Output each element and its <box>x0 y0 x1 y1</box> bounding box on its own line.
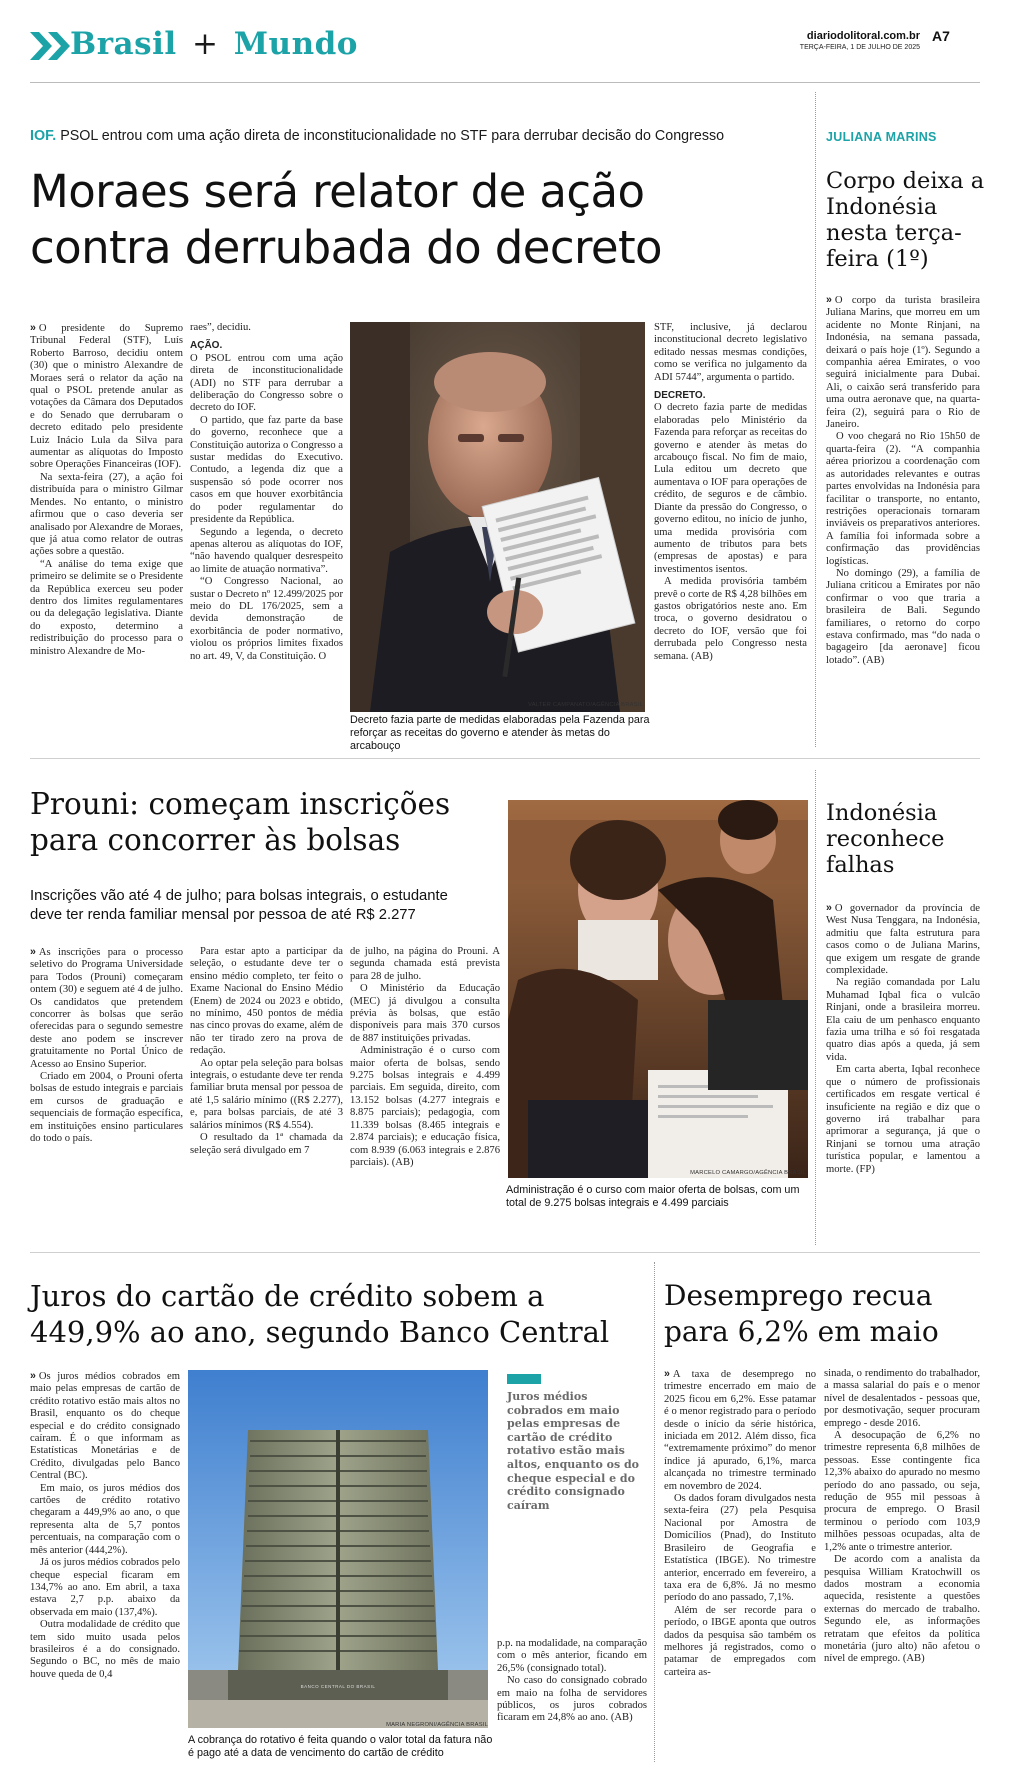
paragraph: Segundo a legenda, o decreto apenas alterou as alíquotas do IOF, “não havendo qualquer desrespeito ao limite de atuação normativa”. <box>190 526 343 575</box>
photo-credit: MARIA NEGRONI/AGÊNCIA BRASIL <box>386 1722 488 1728</box>
chevron-icon: » <box>30 1370 36 1382</box>
paragraph: De acordo com a analista da pesquisa William Kratochwill os dados mostram a economia aquecida, resistente a questões externas do mercado de trabalho. Segundo ele, as informações retratam que efeitos da política monetária (juro alto) não afetou o nível de emprego. (AB) <box>824 1554 980 1665</box>
paragraph: O resultado da 1ª chamada da seleção será divulgado em 7 <box>190 1132 343 1156</box>
chevron-icon: » <box>826 902 832 914</box>
chevron-icon: » <box>826 294 832 306</box>
paragraph: As inscrições para o processo seletivo do Programa Universidade para Todos (Prouni) começaram ontem (30) e seguem até 4 de julho. Os candidatos que pretendem concorrer às bolsas que serão oferecidas para o segundo semestre deste ano podem se inscrever gratuitamente no Portal Único de Acesso ao Ensino Superior. <box>30 947 183 1070</box>
paragraph: STF, inclusive, já declarou inconstitucional decreto legislativo editado nessas mesmas condições, como se verifica no julgamento da ADI 5744”, argumenta o partido. <box>654 322 807 383</box>
paragraph: Os dados foram divulgados nesta sexta-feira (27) pela Pesquisa Nacional por Amostra de Domicílios (Pnad), do Instituto Brasileiro de Geografia e Estatística (IBGE). No trimestre anterior, encerrado em fevereiro, a taxa era de 6,8%. Já no mesmo período do ano passado, 7,1%. <box>664 1493 816 1604</box>
double-chevron-icon <box>30 29 74 63</box>
paragraph: O partido, que faz parte da base do governo, reconhece que a Constituição autoriza o Congresso a sustar medidas do Executivo. Contudo, a legenda diz que a suspensão só pode ocorrer nos casos em que houver exorbitância do poder regulamentar do presidente da República. <box>190 414 343 526</box>
paragraph: O decreto fazia parte de medidas elaboradas pelo Ministério da Fazenda para reforçar as receitas do governo e atender às metas do arcabouço fiscal. No fim de maio, Lula editou um decreto que aumentava o IOF para operações de crédito, de seguros e de câmbio. Diante da pressão do Congresso, o governo editou, no início de junho, uma medida provisória com aumento de tributos para bets (empresas de apostas) e para investimentos isentos. <box>654 402 807 575</box>
side-tag: JULIANA MARINS <box>826 130 937 144</box>
headline-moraes <box>30 164 820 276</box>
side-headline-indonesia: Indonésia reconhece falhas <box>826 800 945 878</box>
paragraph: Outra modalidade de crédito que tem sido muito usada pelos brasileiros é a do consignado. Segundo o BC, no mês de maio houve queda de 0,4 <box>30 1619 180 1680</box>
pull-quote-bar <box>507 1374 541 1384</box>
story2-column-2 <box>190 946 343 1157</box>
paragraph: Administração é o curso com maior oferta de bolsas, sendo 9.275 bolsas integrais e 4.499 parciais. Em seguida, direito, com 13.152 bolsas (4.277 integrais e 8.875 parciais); pedagogia, com 11.339 bolsas (8.465 integrais e 2.874 parciais); e educação física, com 8.939 (6.063 integrais e 2.876 parciais). (AB) <box>350 1045 500 1168</box>
headline-line: Moraes será relator de ação <box>30 165 645 218</box>
section-title-brasil: Brasil <box>70 26 177 62</box>
pull-quote: Juros médios cobrados em maio pelas empresas de cartão de crédito rotativo estão mais altos, enquanto os do cheque especial e do crédito consignado caíram <box>507 1390 640 1512</box>
photo-students <box>508 800 808 1178</box>
photo-banco-central <box>188 1370 488 1728</box>
photo-moraes <box>350 322 645 712</box>
headline-line: Juros do cartão de crédito sobem a <box>30 1279 545 1313</box>
header-rule <box>30 82 980 83</box>
headline-juros <box>30 1278 650 1350</box>
paragraph: sinada, o rendimento do trabalhador, a massa salarial do país e o menor nível de desalentados - pessoas que, por desmotivação, sequer procuram emprego - desde 2016. <box>824 1368 980 1429</box>
paragraph: p.p. na modalidade, na comparação com o mês anterior, ficando em 26,5% (consignado total). <box>497 1638 647 1674</box>
headline-prouni <box>30 786 500 858</box>
story4-column-2 <box>824 1368 980 1666</box>
paragraph: O governador da província de West Nusa Tenggara, na Indonésia, admitiu que falta estrutura para casos como o de Juliana Marins, que exigem um resgate de grande complexidade. <box>826 903 980 977</box>
paragraph: O voo chegará no Rio 15h50 de quarta-feira (2). “A companhia aérea priorizou a coordenação com as autoridades relevantes e outras partes envolvidas na Indonésia para facilitar o transporte, no entanto, restrições operacionais tornaram inviáveis os preparativos anteriores. A família foi informada sobre a confirmação das providências logísticas. <box>826 431 980 567</box>
section-rule <box>30 1252 980 1253</box>
section-title-mundo: Mundo <box>233 26 358 62</box>
paragraph: Além de ser recorde para o período, o IBGE aponta que outros dados da pesquisa são também os melhores já registrados, como o patamar de empregados com carteira as- <box>664 1604 816 1678</box>
story2-column-3 <box>350 946 500 1169</box>
story2-column-1 <box>30 946 183 1146</box>
deck-line: Inscrições vão até 4 de julho; para bolsas integrais, o estudante <box>30 888 448 904</box>
paragraph: de julho, na página do Prouni. A segunda chamada está prevista para 28 de julho. <box>350 946 500 982</box>
edition-date: TERÇA-FEIRA, 1 DE JULHO DE 2025 <box>799 44 920 51</box>
headline-desemprego <box>664 1278 984 1350</box>
headline-line: 449,9% ao ano, segundo Banco Central <box>30 1315 610 1349</box>
paragraph: Os juros médios cobrados em maio pelas empresas de cartão de crédito rotativo estão mais altos no Brasil, enquanto os do cheque especial e do crédito consignado caíram. É o que informam as Estatísticas Monetárias e de Crédito, divulgadas pelo Banco Central (BC). <box>30 1371 180 1482</box>
kicker-tag: IOF. <box>30 128 57 144</box>
paragraph: O presidente do Supremo Tribunal Federal (STF), Luís Roberto Barroso, decidiu ontem (30) que o ministro Alexandre de Moraes será o relator da ação na qual o PSOL pretende anular as votações da Câmara dos Deputados e do Senado que derrubaram o decreto editado pelo presidente Luiz Inácio Lula da Silva para aumentar as alíquotas do Imposto sobre Operações Financeiras (IOF). <box>30 323 183 471</box>
photo-caption <box>188 1734 498 1760</box>
building-sign: BANCO CENTRAL DO BRASIL <box>300 1684 376 1689</box>
paragraph: “O Congresso Nacional, ao sustar o Decreto nº 12.499/2025 por meio do DL 176/2025, sem a devida demonstração de exorbitância de poder normativo, violou os próprios limites fixados no art. 49, V, da Constituição. O <box>190 576 343 662</box>
photo-caption: Decreto fazia parte de medidas elaboradas pela Fazenda para reforçar as receitas do governo e atender às metas do arcabouço <box>350 714 650 752</box>
page-number: A7 <box>932 28 950 44</box>
side-headline-corpo: Corpo deixa a Indonésia nesta terça-feira (1º) <box>826 168 985 272</box>
site-url[interactable]: diariodolitoral.com.br <box>806 30 920 42</box>
paragraph: O corpo da turista brasileira Juliana Marins, que morreu em um acidente no Monte Rinjani, na Indonésia, na semana passada, deixará o país hoje (1º). Segundo a companhia aérea Emirates, o voo seguirá inicialmente para Dubai. Ali, o caixão será transferido para uma outra aeronave que, na quarta-feira (2), seguirá para o Rio de Janeiro. <box>826 295 980 431</box>
section-rule <box>30 758 980 759</box>
paragraph: O PSOL entrou com uma ação direta de inconstitucionalidade (ADI) no STF para derrubar a deliberação do Congresso sobre o decreto do IOF. <box>190 352 343 414</box>
headline-line: Desemprego recua <box>664 1279 933 1312</box>
paragraph: raes”, decidiu. <box>190 322 251 333</box>
paragraph: A medida provisória também prevê o corte de R$ 4,28 bilhões em gastos obrigatórios neste ano. Em troca, o governo desidratou o decreto do IOF, versão que foi derrubada pelo Congresso nesta semana. (AB) <box>654 576 807 662</box>
headline-line: para 6,2% em maio <box>664 1315 939 1348</box>
subhead: AÇÃO. <box>190 340 223 352</box>
chevron-icon: » <box>30 946 36 958</box>
column-divider <box>654 1262 655 1762</box>
paragraph: A desocupação de 6,2% no trimestre representa 6,8 milhões de pessoas. Esse contingente fica 12,3% abaixo do apurado no mesmo período do ano passado, ou seja, redução de 955 mil pessoas à procura de emprego. O Brasil terminou o período com 103,9 milhões pessoas ocupadas, alta de 1,2% ante o trimestre anterior. <box>824 1430 980 1553</box>
chevron-icon: » <box>30 322 36 334</box>
headline-line: Prouni: começam inscrições <box>30 787 451 821</box>
photo-credit: MARCELO CAMARGO/AGÊNCIA BRASIL <box>690 1170 806 1176</box>
paragraph: O Ministério da Educação (MEC) já divulgou a consulta prévia às bolsas, que estão disponíveis para mais 370 cursos de 887 instituições privadas. <box>350 983 500 1044</box>
kicker-text: PSOL entrou com uma ação direta de inconstitucionalidade no STF para derrubar decisão do Congresso <box>60 128 725 144</box>
story3-column-1 <box>30 1370 180 1681</box>
story1-column-2 <box>190 322 343 663</box>
story1-column-3 <box>654 322 807 663</box>
chevron-icon: » <box>664 1368 670 1380</box>
subhead: DECRETO. <box>654 390 706 402</box>
paragraph: No caso do consignado cobrado em maio na folha de servidores públicos, os juros cobrados ficaram em 24,8% ao ano. (AB) <box>497 1675 647 1724</box>
paragraph: Para estar apto a participar da seleção, o estudante deve ter o ensino médio completo, ter feito o Exame Nacional do Ensino Médio (Enem) de 2024 ou 2023 e obtido, no mínimo, 450 pontos de média nas cinco provas do exame, além de não ter tirado zero na prova de redação. <box>190 946 343 1057</box>
students-photo-image <box>508 800 808 1178</box>
caption-line: A cobrança do rotativo é feita quando o valor total da fatura não <box>188 1734 493 1746</box>
headline-line: contra derrubada do decreto <box>30 221 662 274</box>
paragraph: Na região comandada por Lalu Muhamad Iqbal fica o vulcão Rinjani, onde a brasileira morreu. Ela caiu de um penhasco enquanto fazia uma trilha e só foi resgatada quatro dias após a queda, já sem vida. <box>826 977 980 1063</box>
paragraph: Em maio, os juros médios dos cartões de crédito rotativo chegaram a 449,9% ao ano, o que representa alta de 5,7 pontos percentuais, na comparação com o mês anterior (444,2%). <box>30 1482 180 1556</box>
paragraph: No domingo (29), a família de Juliana criticou a Emirates por não confirmar o voo que traria a brasileira de Bali. Segundo familiares, o retorno do corpo estava confirmado, mas “do nada o bagageiro [da aeronave] ficou lotado”. (AB) <box>826 567 980 666</box>
paragraph: “A análise do tema exige que primeiro se delimite se o Presidente da República exerceu seu poder dentro dos limites regulamentares ou da delegação legislativa. Diante do exposto, determino a redistribuição do processo para o ministro Alexandre de Mo- <box>30 558 183 657</box>
deck-line: deve ter renda familiar mensal por pessoa de até R$ 2.277 <box>30 907 416 923</box>
moraes-photo-image <box>350 322 645 712</box>
story3-column-3 <box>497 1638 647 1725</box>
paragraph: Já os juros médios cobrados pelo cheque especial ficaram em 134,7% ao ano. Em abril, a taxa estava 2,7 p.p. abaixo da observada em maio (137,4%). <box>30 1557 180 1618</box>
side2-body <box>826 902 980 1176</box>
paragraph: A taxa de desemprego no trimestre encerrado em maio de 2025 ficou em 6,2%. Esse patamar é o menor registrado para o período desde o início da série histórica, iniciada em 2012. Além disso, fica “extremamente próximo” do menor índice já apurado, 6,1%, marca alcançada no trimestre terminado em novembro de 2024. <box>664 1369 816 1492</box>
section-title-plus: + <box>191 26 219 62</box>
banco-central-photo-image <box>188 1370 488 1728</box>
paragraph: Criado em 2004, o Prouni oferta bolsas de estudo integrais e parciais em cursos de graduação e sequenciais de formação específica, em instituições ensino particulares do todo o país. <box>30 1071 183 1145</box>
caption-line: é pago até a data de vencimento do cartão de crédito <box>188 1747 444 1759</box>
deck-prouni <box>30 887 510 925</box>
story4-column-1 <box>664 1368 816 1679</box>
paragraph: Ao optar pela seleção para bolsas integrais, o estudante deve ter renda familiar bruta mensal por pessoa de até 1,5 salário mínimo ((R$ 2.277), e, para bolsas parciais, de até 3 salários mínimos (R$ 4.554). <box>190 1057 343 1131</box>
side1-body <box>826 294 980 667</box>
paragraph: Na sexta-feira (27), a ação foi distribuída para o ministro Gilmar Mendes. No entanto, o ministro afirmou que o caso deveria ser analisado por Alexandre de Moraes, que já atua como relator de outras ações sobre a questão. <box>30 471 183 558</box>
story1-column-1 <box>30 322 183 658</box>
photo-caption: Administração é o curso com maior oferta de bolsas, com um total de 9.275 bolsas integrais e 4.499 parciais <box>506 1184 800 1209</box>
kicker <box>30 128 810 144</box>
column-divider <box>815 770 816 1245</box>
headline-line: para concorrer às bolsas <box>30 823 401 857</box>
paragraph: Em carta aberta, Iqbal reconhece que o número de profissionais certificados em resgate vertical é insuficiente na região e diz que o governo irá trabalhar para aprimorar a segurança, já que o Rinjani se tornou uma atração turística popular, e lamentou a morte. (FP) <box>826 1064 980 1175</box>
photo-credit: VALTER CAMPANATO/AGÊNCIA BRASIL <box>528 702 643 708</box>
